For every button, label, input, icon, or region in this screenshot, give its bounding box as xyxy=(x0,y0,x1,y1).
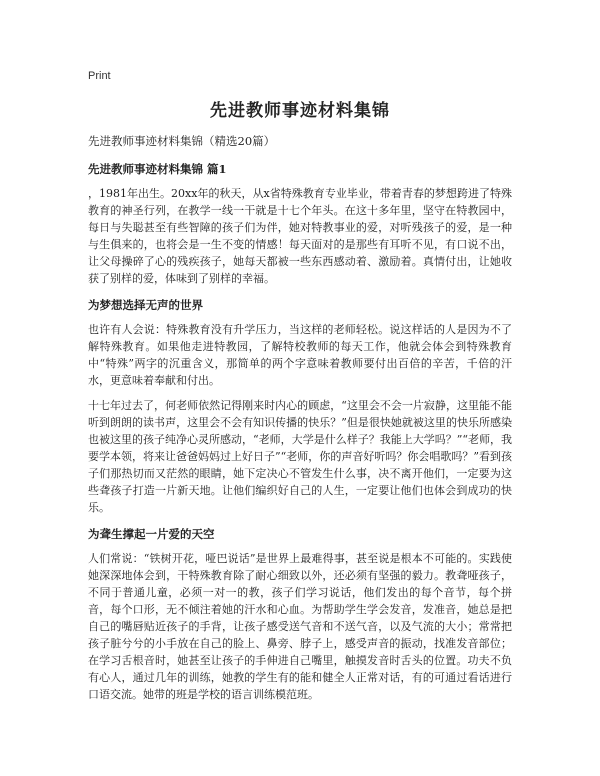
section-2 xyxy=(88,297,512,516)
section-heading: 为聋生撑起一片爱的天空 xyxy=(88,527,215,541)
section-heading: 先进教师事迹材料集锦 篇1 xyxy=(88,162,227,176)
section-1 xyxy=(88,161,512,287)
print-label[interactable]: Print xyxy=(88,70,111,82)
paragraph: 也许有人会说：特殊教育没有升学压力，当这样的老师轻松。说这样话的人是因为不了解特殊教育。如果他走进特教园，了解特校教师的每天工作，他就会体会到特殊教育中“特殊”两字的沉重含义，那简单的两个字意味着教师要付出百倍的辛苦，千倍的汗水，更意味着奉献和付出。 xyxy=(88,323,512,387)
paragraph: 十七年过去了，何老师依然记得刚来时内心的顾虑，“这里会不会一片寂静，这里能不能听到朗朗的读书声，这里会不会有知识传播的快乐？”但是很快她就被这里的快乐所感染也被这里的孩子纯净心灵所感动，“老师，大学是什么样子？我能上大学吗？”“老师，我要学本领，将来让爸爸妈妈过上好日子”“老师，你的声音好听吗？你会唱歌吗？”看到孩子们那热切而又茫然的眼睛，她下定决心不管发生什么事，决不离开他们，一定要为这些聋孩子打造一片新天地。让他们编织好自己的人生，一定要让他们也体会到成功的快乐。 xyxy=(88,399,512,514)
paragraph: 人们常说：“铁树开花，哑巴说话”是世界上最难得事，甚至说是根本不可能的。实践使她深深地体会到，干特殊教育除了耐心细致以外，还必须有坚强的毅力。教聋哑孩子，不同于普通儿童，必须一对一的教，孩子们学习说话，他们发出的每个音节，每个拼音，每个口形，无不倾注着她的汗水和心血。为帮助学生学会发音，发准音，她总是把自己的嘴唇贴近孩子的手背，让孩子感受送气音和不送气音，以及气流的大小；常常把孩子脏兮兮的小手放在自己的脸上、鼻旁、脖子上，感受声音的振动，找准发音部位；在学习舌根音时，她甚至让孩子的手伸进自己嘴里，触摸发音时舌头的位置。功夫不负有心人，通过几年的训练，她教的学生有的能和健全人正常对话，有的可通过看话进行口语交流。她带的班是学校的语言训练模范班。 xyxy=(88,552,512,701)
page-title: 先进教师事迹材料集锦 xyxy=(210,101,390,121)
paragraph: ，1981年出生。20xx年的秋天，从x省特殊教育专业毕业，带着青春的梦想跨进了特殊教育的神圣行列，在教学一线一干就是十七个年头。在这十多年里，坚守在特教园中，每日与失聪甚至有些智障的孩子们为伴，她对特教事业的爱，对听残孩子的爱，是一种与生俱来的，也将会是一生不变的情感！每天面对的是那些有耳听不见，有口说不出，让父母操碎了心的残疾孩子，她每天都被一些东西感动着、激励着。真情付出，让她收获了别样的爱，体味到了别样的幸福。 xyxy=(88,187,512,285)
section-heading: 为梦想选择无声的世界 xyxy=(88,298,203,312)
document-subtitle: 先进教师事迹材料集锦（精选20篇） xyxy=(88,134,276,148)
section-3 xyxy=(88,526,512,703)
